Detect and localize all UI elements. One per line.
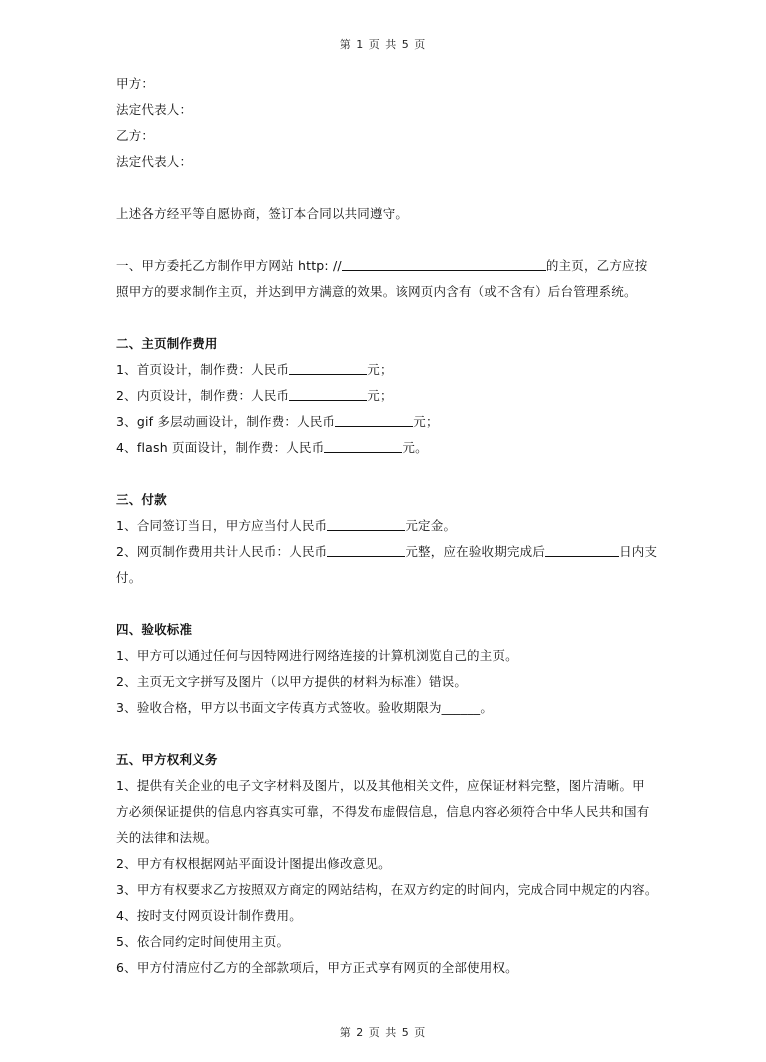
intro-paragraph: 上述各方经平等自愿协商，签订本合同以共同遵守。 bbox=[116, 206, 409, 221]
payment-item-2-continued: 付。 bbox=[116, 570, 142, 585]
fee-item-2-end: 元； bbox=[367, 388, 393, 403]
payment-item-2-text-c: 日内支 bbox=[619, 544, 658, 559]
section-2-heading: 二、主页制作费用 bbox=[116, 336, 218, 351]
rights-item-1-line-2: 方必须保证提供的信息内容真实可靠，不得发布虚假信息，信息内容必须符合中华人民共和国有 bbox=[116, 804, 650, 819]
website-url-blank bbox=[342, 258, 546, 271]
fee-item-1-text: 1、首页设计，制作费：人民币 bbox=[116, 362, 290, 377]
section-4-heading: 四、验收标准 bbox=[116, 622, 193, 637]
fee-item-4-text: 4、flash 页面设计，制作费：人民币 bbox=[116, 440, 325, 455]
party-b-representative-label: 法定代表人： bbox=[116, 154, 193, 169]
deposit-blank bbox=[327, 518, 405, 531]
fee-item-3-end: 元； bbox=[413, 414, 439, 429]
fee-item-4 bbox=[116, 440, 428, 456]
party-b-label: 乙方： bbox=[116, 128, 155, 143]
rights-item-1-line-1: 1、提供有关企业的电子文字材料及图片，以及其他相关文件，应保证材料完整，图片清晰。甲 bbox=[116, 778, 645, 793]
acceptance-item-1: 1、甲方可以通过任何与因特网进行网络连接的计算机浏览自己的主页。 bbox=[116, 648, 518, 663]
page-header-number: 第 1 页 共 5 页 bbox=[339, 38, 427, 51]
fee-item-2-text: 2、内页设计，制作费：人民币 bbox=[116, 388, 290, 403]
payment-item-1-text: 1、合同签订当日，甲方应当付人民币 bbox=[116, 518, 328, 533]
payment-item-2-text-b: 元整，应在验收期完成后 bbox=[405, 544, 546, 559]
rights-item-4: 4、按时支付网页设计制作费用。 bbox=[116, 908, 302, 923]
section-1-text-b: 的主页，乙方应按 bbox=[545, 258, 648, 273]
fee-item-4-blank bbox=[324, 440, 402, 453]
section-5-heading: 五、甲方权利义务 bbox=[116, 752, 218, 767]
payment-item-2-text-a: 2、网页制作费用共计人民币：人民币 bbox=[116, 544, 328, 559]
payment-item-1-end: 元定金。 bbox=[405, 518, 457, 533]
fee-item-1-end: 元； bbox=[367, 362, 393, 377]
payment-item-1 bbox=[116, 518, 456, 534]
party-a-label: 甲方： bbox=[116, 76, 155, 91]
fee-item-3-text: 3、gif 多层动画设计，制作费：人民币 bbox=[116, 414, 336, 429]
acceptance-item-2: 2、主页无文字拼写及图片（以甲方提供的材料为标准）错误。 bbox=[116, 674, 468, 689]
fee-item-2-blank bbox=[289, 388, 367, 401]
section-1-text-a: 一、甲方委托乙方制作甲方网站 http: // bbox=[116, 258, 342, 273]
section-1-line-2: 照甲方的要求制作主页，并达到甲方满意的效果。该网页内含有（或不含有）后台管理系统。 bbox=[116, 284, 637, 299]
fee-item-2 bbox=[116, 388, 393, 404]
fee-item-4-end: 元。 bbox=[402, 440, 428, 455]
rights-item-1-line-3: 关的法律和法规。 bbox=[116, 830, 218, 845]
rights-item-3: 3、甲方有权要求乙方按照双方商定的网站结构，在双方约定的时间内，完成合同中规定的内容。 bbox=[116, 882, 658, 897]
fee-item-3 bbox=[116, 414, 439, 430]
rights-item-6: 6、甲方付清应付乙方的全部款项后，甲方正式享有网页的全部使用权。 bbox=[116, 960, 518, 975]
section-1-line-1 bbox=[116, 258, 647, 274]
payment-item-2 bbox=[116, 544, 657, 560]
page-footer-number: 第 2 页 共 5 页 bbox=[339, 1026, 427, 1039]
section-3-heading: 三、付款 bbox=[116, 492, 167, 507]
total-fee-blank bbox=[327, 544, 405, 557]
fee-item-1-blank bbox=[289, 362, 367, 375]
payment-days-blank bbox=[545, 544, 619, 557]
fee-item-3-blank bbox=[335, 414, 413, 427]
rights-item-5: 5、依合同约定时间使用主页。 bbox=[116, 934, 290, 949]
acceptance-item-3: 3、验收合格，甲方以书面文字传真方式签收。验收期限为______。 bbox=[116, 700, 494, 715]
fee-item-1 bbox=[116, 362, 393, 378]
party-a-representative-label: 法定代表人： bbox=[116, 102, 193, 117]
rights-item-2: 2、甲方有权根据网站平面设计图提出修改意见。 bbox=[116, 856, 391, 871]
